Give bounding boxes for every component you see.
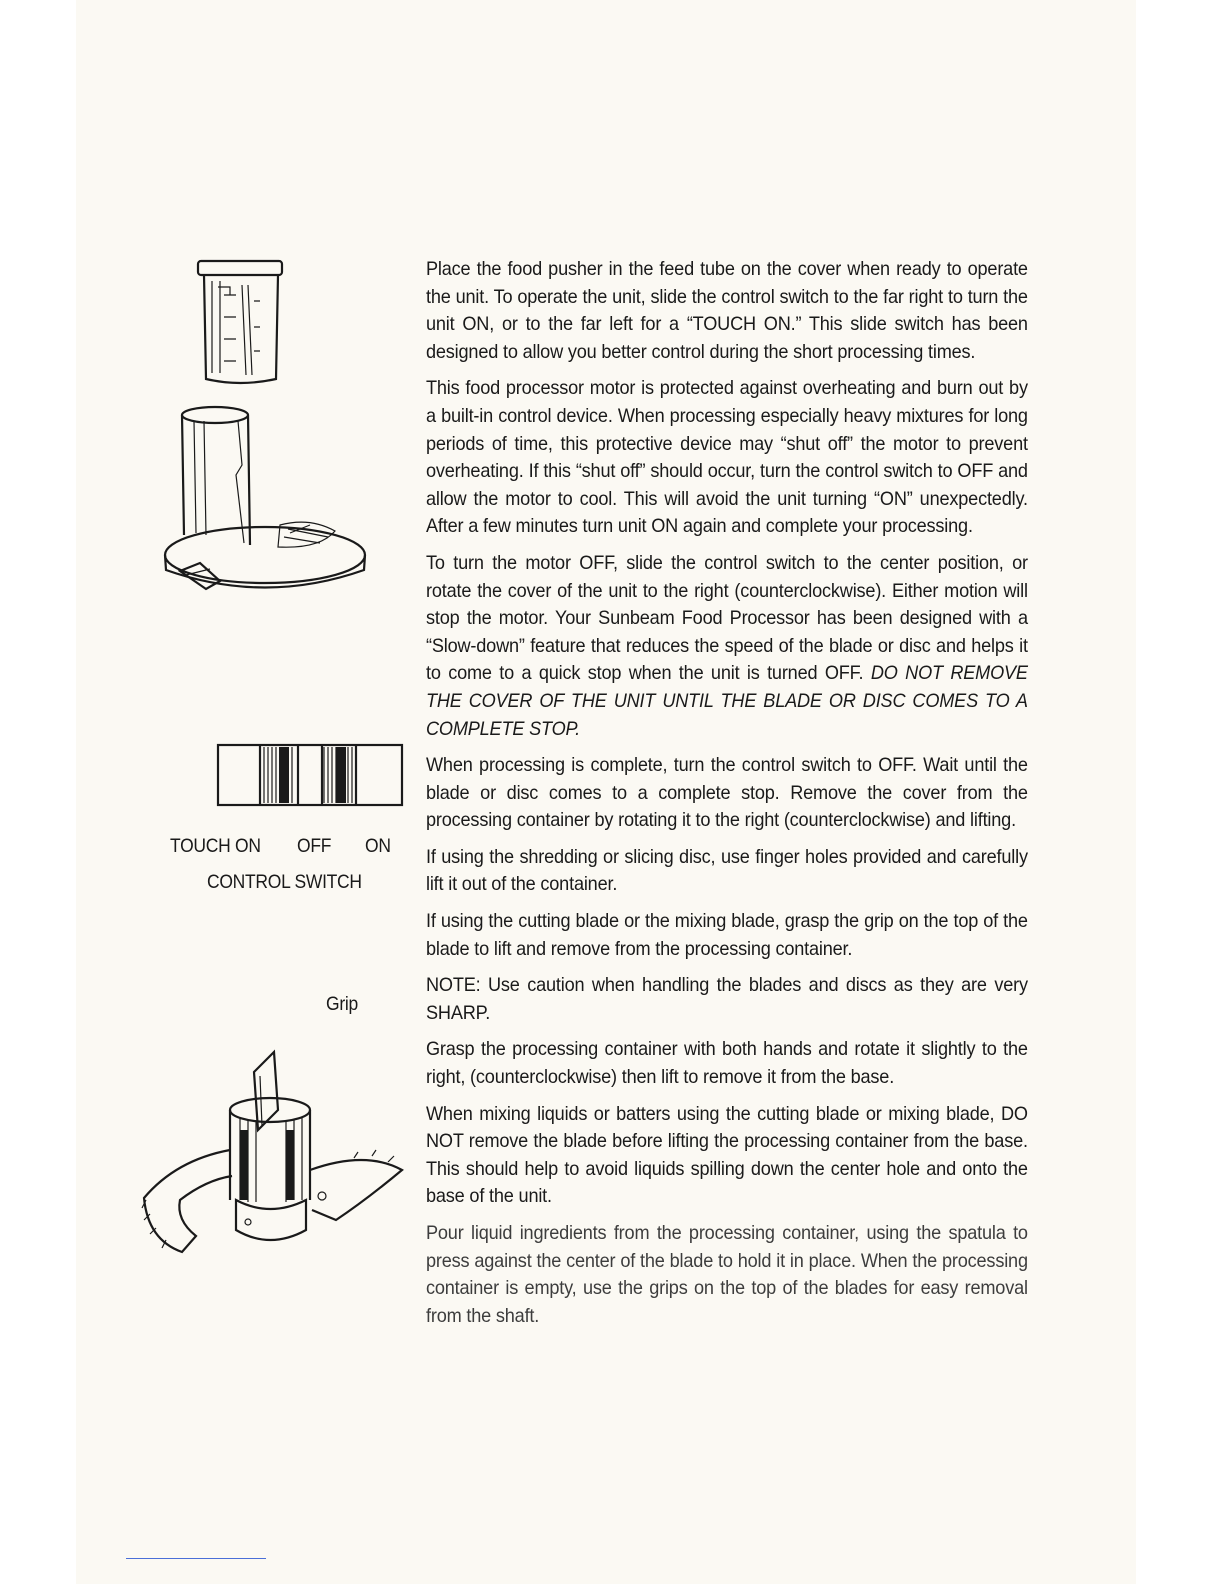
switch-label-off: OFF	[297, 836, 332, 857]
bottom-rule	[126, 1558, 266, 1559]
paragraph-container: Grasp the processing container with both hands and rotate it slightly to the right, (counterclockwise) then lift to remove it from the base.	[426, 1038, 1028, 1089]
paragraph-overheating: This food processor motor is protected against overheating and burn out by a built-in control device. When processing especially heavy mixtures for long periods of time, this protective device may “shut off” the motor to prevent overheating. If this “shut off” should occur, turn the control switch to OFF and allow the motor to cool. This will avoid the unit turning “ON” unexpectedly. After a few minutes turn unit ON again and complete your processing.	[426, 377, 1028, 538]
control-switch-illustration	[216, 743, 406, 808]
paragraph-note: NOTE: Use caution when handling the blades and discs as they are very SHARP.	[426, 974, 1028, 1024]
paragraph-turn-off	[426, 550, 1028, 743]
instructions-text	[426, 256, 1028, 1339]
paragraph-liquids: When mixing liquids or batters using the cutting blade or mixing blade, DO NOT remove the blade before lifting the processing container from the base. This should help to avoid liquids spilling down the center hole and onto the base of the unit.	[426, 1102, 1028, 1208]
food-pusher-illustration	[190, 255, 290, 390]
paragraph-blade: If using the cutting blade or the mixing blade, grasp the grip on the top of the blade to lift and remove from the processing container.	[426, 910, 1028, 960]
switch-label-on: ON	[365, 836, 391, 857]
grip-label: Grip	[326, 994, 358, 1015]
feed-tube-cover-illustration	[160, 405, 370, 600]
control-switch-caption: CONTROL SWITCH	[207, 872, 362, 893]
paragraph-remove-cover: When processing is complete, turn the control switch to OFF. Wait until the blade or disc comes to a complete stop. Remove the cover from the processing container by rotating it to the right (counterclockwise) and lifting.	[426, 754, 1028, 832]
turn-off-text: To turn the motor OFF, slide the control switch to the center position, or rotate the cover of the unit to the right (counterclockwise). Either motion will stop the motor. Your Sunbeam Food Processor has been designed with a “Slow-down” feature that reduces the speed of the blade or disc and helps it to come to a quick stop when the unit is turned OFF.	[426, 551, 1028, 685]
paragraph-pour: Pour liquid ingredients from the processing container, using the spatula to press against the center of the blade to hold it in place. When the processing container is empty, use the grips on the top of the blades for easy removal from the shaft.	[426, 1222, 1028, 1327]
cutting-blade-illustration	[136, 1050, 411, 1260]
paragraph-operate: Place the food pusher in the feed tube on the cover when ready to operate the unit. To operate the unit, slide the control switch to the far right to turn the unit ON, or to the far left for a “TOUCH ON.” This slide switch has been designed to allow you better control during the short processing times.	[426, 258, 1028, 363]
switch-label-touch-on: TOUCH ON	[170, 836, 261, 857]
cover-warning: DO NOT REMOVE THE COVER OF THE UNIT UNTIL THE BLADE OR DISC COMES TO A COMPLETE STOP.	[426, 662, 1028, 740]
paragraph-disc: If using the shredding or slicing disc, use finger holes provided and carefully lift it out of the container.	[426, 845, 1028, 896]
